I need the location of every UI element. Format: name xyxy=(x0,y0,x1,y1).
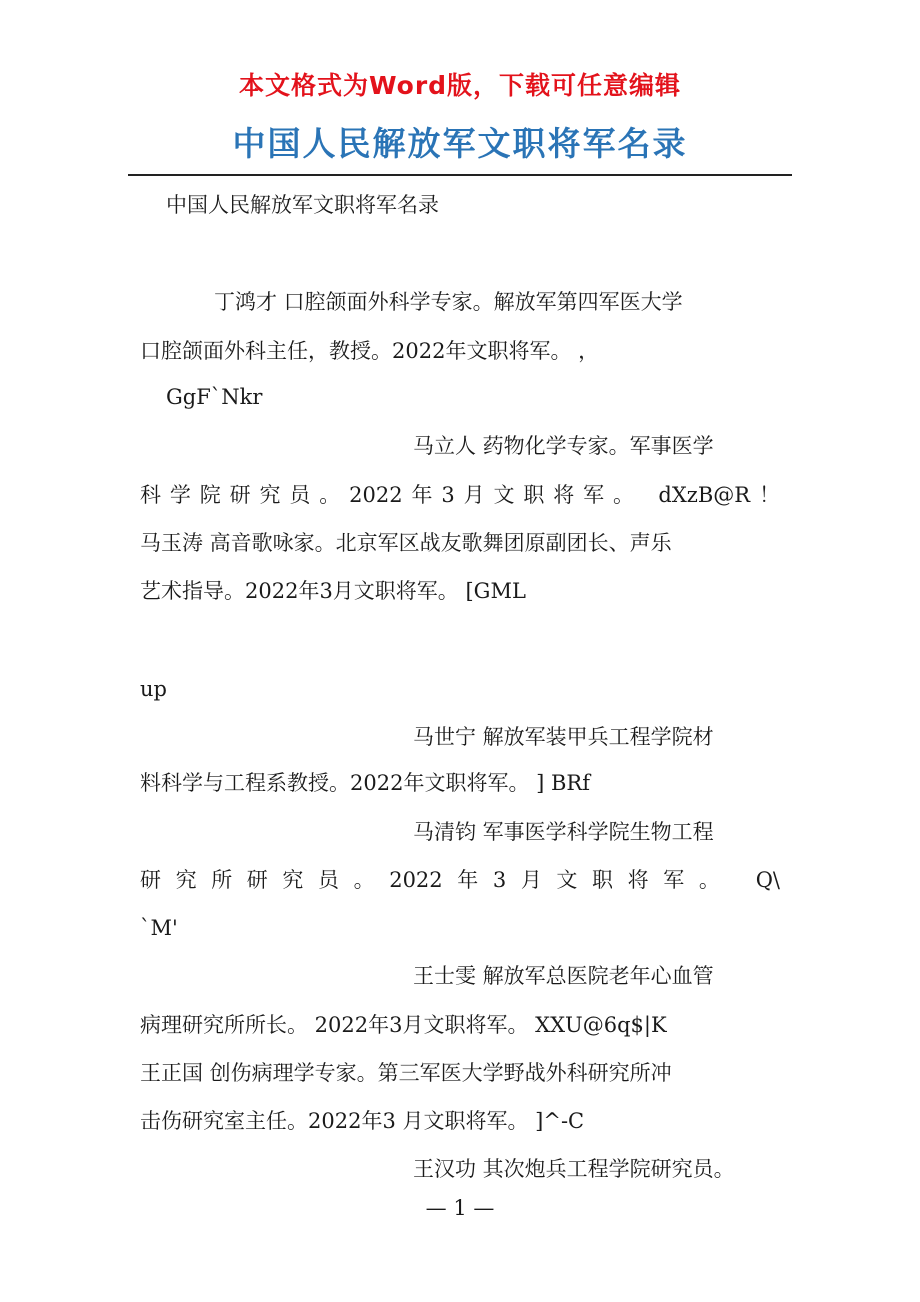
body-line: 丁鸿才 口腔颌面外科学专家。解放军第四军医大学 xyxy=(214,290,683,314)
body-line: 王汉功 其次炮兵工程学院研究员。 xyxy=(413,1157,735,1181)
download-banner: 本文格式为Word版，下载可任意编辑 xyxy=(238,71,682,100)
body-line: 王士雯 解放军总医院老年心血管 xyxy=(413,964,714,988)
body-line: `M' xyxy=(140,916,178,940)
body-line: 马清钧 军事医学科学院生物工程 xyxy=(413,820,714,844)
document-title: 中国人民解放军文职将军名录 xyxy=(232,124,688,163)
body-line: 马玉涛 高音歌咏家。北京军区战友歌舞团原副团长、声乐 xyxy=(140,531,672,555)
body-line: 马世宁 解放军装甲兵工程学院材 xyxy=(413,725,714,749)
header-divider xyxy=(128,174,792,176)
body-line: 料科学与工程系教授。2022年文职将军。 ] BRf xyxy=(140,771,591,795)
document-subtitle: 中国人民解放军文职将军名录 xyxy=(166,193,439,217)
body-line: 科学院研究员。2022年3月文职将军。 dXzB@R！ xyxy=(140,483,780,507)
body-line: 马立人 药物化学专家。军事医学 xyxy=(413,434,714,458)
body-line: 研究所研究员。2022年3月文职将军。 Q\ xyxy=(140,868,780,892)
body-line: 击伤研究室主任。2022年3 月文职将军。 ]^-C xyxy=(140,1109,585,1133)
body-line: 病理研究所所长。 2022年3月文职将军。 XXU@6q$|K xyxy=(140,1013,667,1037)
body-line: 王正国 创伤病理学专家。第三军医大学野战外科研究所冲 xyxy=(140,1061,672,1085)
body-line: 艺术指导。2022年3月文职将军。 [GML xyxy=(140,579,526,603)
body-line: GgF`Nkr xyxy=(166,385,263,409)
page-number: — 1 — xyxy=(425,1196,495,1220)
body-line: up xyxy=(140,677,167,701)
body-line: 口腔颌面外科主任，教授。2022年文职将军。 ， xyxy=(140,339,600,363)
